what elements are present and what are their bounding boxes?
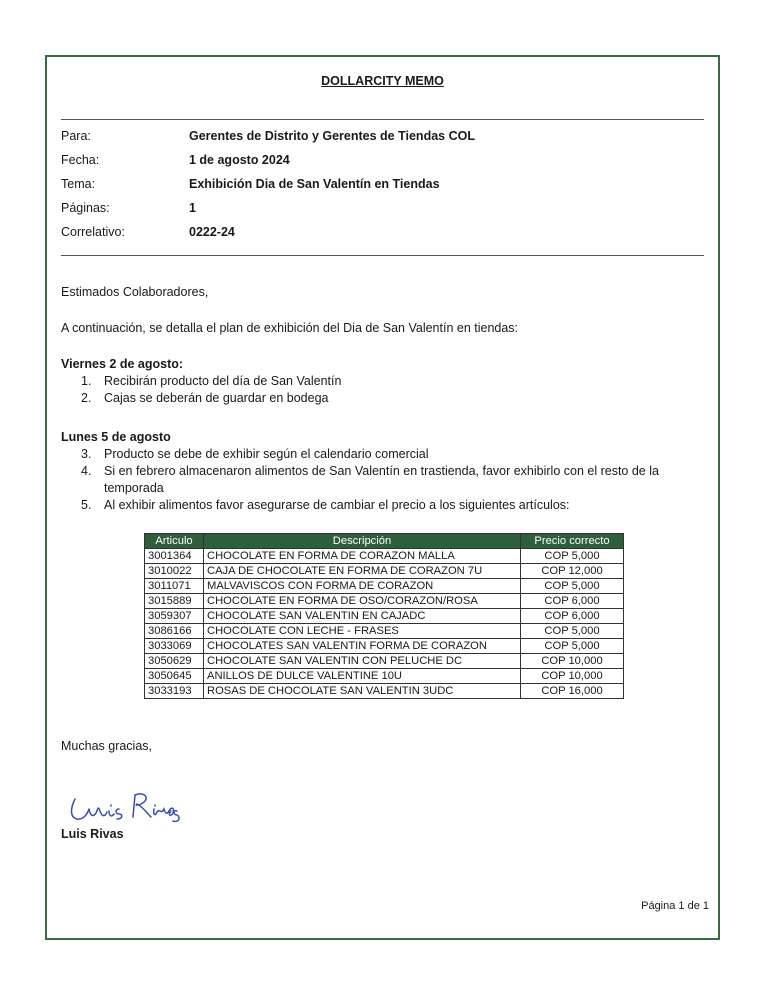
cell-code: 3033193 bbox=[145, 684, 204, 699]
cell-code: 3001364 bbox=[145, 549, 204, 564]
cell-code: 3010022 bbox=[145, 564, 204, 579]
table-header-row bbox=[145, 534, 624, 549]
monday-list bbox=[61, 446, 704, 514]
list-item: 4. Si en febrero almacenaron alimentos de San Valentín en trastienda, favor exhibirlo con el resto de la temporada bbox=[81, 464, 659, 495]
table-row bbox=[145, 609, 624, 624]
cell-description: CHOCOLATES SAN VALENTIN FORMA DE CORAZON bbox=[204, 639, 521, 654]
cell-price: COP 6,000 bbox=[521, 609, 624, 624]
list-item: 5. Al exhibir alimentos favor asegurarse de cambiar el precio a los siguientes artículos: bbox=[81, 498, 570, 512]
cell-price: COP 5,000 bbox=[521, 639, 624, 654]
cell-code: 3011071 bbox=[145, 579, 204, 594]
signer-name: Luis Rivas bbox=[61, 827, 124, 841]
table-row bbox=[145, 579, 624, 594]
cell-code: 3050629 bbox=[145, 654, 204, 669]
section-heading-friday: Viernes 2 de agosto: bbox=[61, 357, 184, 371]
header-label: Correlativo: bbox=[61, 225, 125, 239]
cell-price: COP 6,000 bbox=[521, 594, 624, 609]
table-row bbox=[145, 684, 624, 699]
cell-price: COP 5,000 bbox=[521, 579, 624, 594]
closing-text: Muchas gracias, bbox=[61, 739, 153, 753]
table-row bbox=[145, 669, 624, 684]
header-label: Fecha: bbox=[61, 153, 100, 167]
table-row bbox=[145, 624, 624, 639]
table-row bbox=[145, 654, 624, 669]
header-label: Para: bbox=[61, 129, 91, 143]
cell-description: ANILLOS DE DULCE VALENTINE 10U bbox=[204, 669, 521, 684]
cell-description: CHOCOLATE CON LECHE - FRASES bbox=[204, 624, 521, 639]
cell-price: COP 16,000 bbox=[521, 684, 624, 699]
page-number: Página 1 de 1 bbox=[641, 900, 709, 912]
header-label: Páginas: bbox=[61, 201, 110, 215]
list-item: 2. Cajas se deberán de guardar en bodega bbox=[81, 391, 329, 405]
table-row bbox=[145, 594, 624, 609]
memo-frame bbox=[45, 55, 720, 940]
cell-description: ROSAS DE CHOCOLATE SAN VALENTIN 3UDC bbox=[204, 684, 521, 699]
friday-list bbox=[61, 373, 704, 407]
cell-code: 3086166 bbox=[145, 624, 204, 639]
list-item: 3. Producto se debe de exhibir según el calendario comercial bbox=[81, 447, 429, 461]
cell-price: COP 5,000 bbox=[521, 549, 624, 564]
header-value: Exhibición Dia de San Valentín en Tiendas bbox=[189, 177, 440, 191]
memo-title: DOLLARCITY MEMO bbox=[321, 74, 444, 88]
cell-price: COP 10,000 bbox=[521, 669, 624, 684]
cell-description: MALVAVISCOS CON FORMA DE CORAZON bbox=[204, 579, 521, 594]
cell-price: COP 12,000 bbox=[521, 564, 624, 579]
cell-price: COP 5,000 bbox=[521, 624, 624, 639]
header-value: 0222-24 bbox=[189, 225, 235, 239]
cell-code: 3015889 bbox=[145, 594, 204, 609]
price-table bbox=[144, 533, 624, 699]
column-header-precio: Precio correcto bbox=[521, 534, 624, 549]
cell-code: 3050645 bbox=[145, 669, 204, 684]
cell-description: CAJA DE CHOCOLATE EN FORMA DE CORAZON 7U bbox=[204, 564, 521, 579]
column-header-descripcion: Descripción bbox=[204, 534, 521, 549]
greeting: Estimados Colaboradores, bbox=[61, 285, 209, 299]
cell-price: COP 10,000 bbox=[521, 654, 624, 669]
cell-description: CHOCOLATE EN FORMA DE OSO/CORAZON/ROSA bbox=[204, 594, 521, 609]
cell-description: CHOCOLATE SAN VALENTIN EN CAJADC bbox=[204, 609, 521, 624]
table-row bbox=[145, 549, 624, 564]
cell-description: CHOCOLATE SAN VALENTIN CON PELUCHE DC bbox=[204, 654, 521, 669]
intro-paragraph: A continuación, se detalla el plan de exhibición del Dia de San Valentín en tiendas: bbox=[61, 321, 519, 335]
cell-code: 3059307 bbox=[145, 609, 204, 624]
header-divider-bottom bbox=[61, 255, 704, 256]
cell-description: CHOCOLATE EN FORMA DE CORAZON MALLA bbox=[204, 549, 521, 564]
header-value: 1 de agosto 2024 bbox=[189, 153, 290, 167]
cell-code: 3033069 bbox=[145, 639, 204, 654]
table-row bbox=[145, 639, 624, 654]
header-label: Tema: bbox=[61, 177, 96, 191]
list-item: 1. Recibirán producto del día de San Valentín bbox=[81, 374, 342, 388]
handwritten-signature bbox=[65, 787, 195, 827]
section-heading-monday: Lunes 5 de agosto bbox=[61, 430, 171, 444]
header-divider-top bbox=[61, 119, 704, 120]
header-value: Gerentes de Distrito y Gerentes de Tiendas COL bbox=[189, 129, 475, 143]
header-value: 1 bbox=[189, 201, 196, 215]
column-header-articulo: Articulo bbox=[145, 534, 204, 549]
table-row bbox=[145, 564, 624, 579]
